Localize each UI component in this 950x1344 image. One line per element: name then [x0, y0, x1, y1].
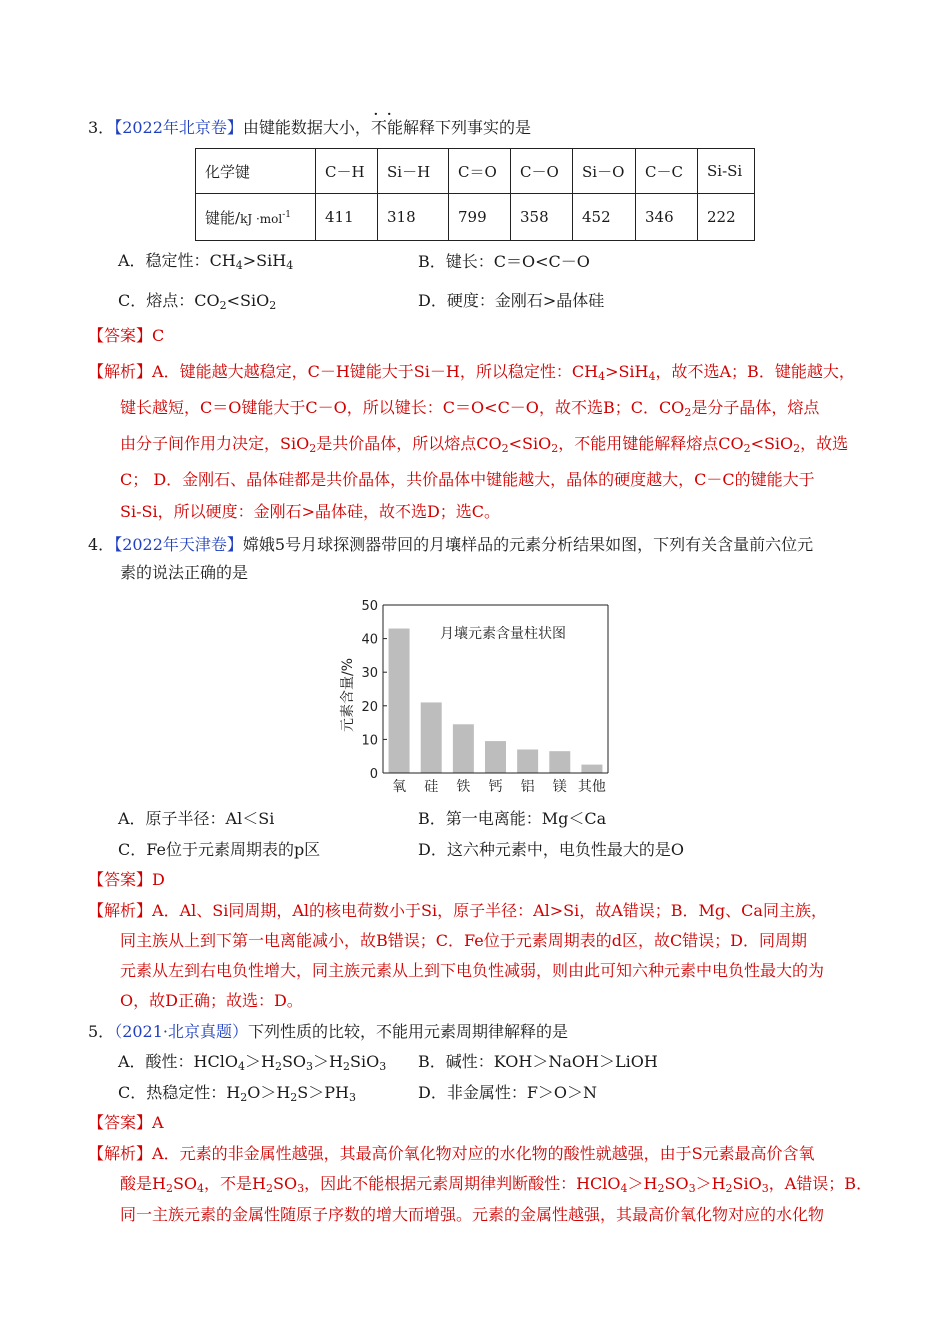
subscript: 4	[598, 370, 606, 383]
q3-option-a	[118, 250, 293, 272]
analysis-text: A．键能越大越稳定，	[152, 362, 308, 381]
bar-铝	[517, 749, 538, 773]
analysis-text: 由分子间作用力决定，SiO	[120, 434, 310, 453]
subscript: 2	[269, 299, 277, 312]
q5-number: 5．	[88, 1022, 115, 1041]
option-text: ＞H	[313, 1052, 344, 1071]
analysis-text: 键长越短，	[120, 398, 201, 417]
analysis-text: ，所以键长：	[346, 398, 443, 417]
analysis-text: ，故不选B；C．CO	[538, 398, 685, 417]
analysis-text: C－O	[305, 398, 347, 417]
table-cell: C－C	[636, 149, 698, 194]
subscript: 2	[725, 1182, 733, 1195]
q4-number: 4．	[88, 535, 115, 554]
bond-energy-table	[195, 148, 755, 241]
analysis-text: A．元素的非金属性越强，其最高价氧化物对应的水化物的酸性就越强，由于S元素最高价含氧	[152, 1144, 815, 1163]
q3-option-b	[418, 251, 590, 273]
x-tick-label: 钙	[488, 779, 503, 795]
y-tick-label: 40	[361, 632, 378, 648]
operator: >	[242, 251, 257, 270]
q4-stem-line-2: 素的说法正确的是	[120, 563, 249, 582]
table-cell: 799	[449, 194, 511, 241]
analysis-text: ＞H	[627, 1174, 658, 1193]
formula: SiO	[763, 434, 794, 453]
q5-option-d: D．非金属性：F＞O＞N	[418, 1083, 598, 1102]
analysis-text: 的键能大于	[734, 470, 815, 489]
y-tick-label: 0	[369, 767, 378, 782]
subscript: 2	[657, 1182, 665, 1195]
subscript: 3	[306, 1060, 314, 1073]
bar-氧	[389, 629, 410, 773]
q3-number: 3．	[88, 118, 115, 137]
y-tick-label: 30	[361, 666, 378, 682]
analysis-text: ，故选	[800, 434, 849, 453]
q4-stem-line-1	[88, 534, 813, 556]
formula: SiO	[521, 434, 552, 453]
option-text: SO	[281, 1052, 307, 1071]
q5-stem: 下列性质的比较，不能用元素周期律解释的是	[248, 1022, 569, 1041]
option-text: SiO	[350, 1052, 380, 1071]
q3-source: 【2022年北京卷】	[114, 118, 243, 137]
q5-analysis-line-2	[120, 1173, 872, 1195]
analysis-text: SiO	[732, 1174, 762, 1193]
unit: kJ ·mol	[240, 211, 283, 226]
analysis-text: C； D．金刚石、晶体硅都是共价晶体，共价晶体中键能越大，晶体的硬度越大，	[120, 470, 695, 489]
answer-label: 【答案】	[88, 326, 153, 345]
q4-analysis-line-3: 元素从左到右电负性增大，同主族元素从上到下电负性减弱，则由此可知六种元素中电负性最大的为	[120, 961, 825, 980]
q4-option-d: D．这六种元素中，电负性最大的是O	[418, 840, 684, 859]
table-cell: 318	[378, 194, 449, 241]
subscript: 4	[286, 259, 294, 272]
operator: <	[750, 434, 764, 453]
formula: CO	[718, 434, 744, 453]
analysis-text: ，不能用键能解释熔点	[558, 434, 719, 453]
option-text: A．酸性：HClO	[118, 1052, 238, 1071]
q3-stem-a: 由键能数据大小，	[242, 118, 371, 137]
subscript: 3	[688, 1182, 696, 1195]
analysis-text: A．Al、Si同周期，Al的核电荷数小于Si，原子半径：Al>Si，故A错误；B．Mg、Ca同主族，	[152, 901, 827, 920]
operator: >	[605, 362, 619, 381]
analysis-text: C－H	[307, 362, 350, 381]
analysis-text: Si－H	[413, 362, 460, 381]
x-tick-label: 氧	[392, 779, 407, 795]
subscript: 2	[743, 442, 751, 455]
table-cell: 346	[636, 194, 698, 241]
bar-镁	[549, 751, 570, 773]
analysis-text: ，不是H	[204, 1174, 267, 1193]
subscript: 2	[165, 1182, 173, 1195]
option-text: ＞H	[245, 1052, 275, 1071]
analysis-text: 是分子晶体，熔点	[691, 398, 820, 417]
analysis-text: ，所以硬度：金刚石>晶体硅，故不选D；选C。	[157, 502, 501, 521]
analysis-text: 键能大于	[349, 362, 414, 381]
q3-answer	[88, 325, 164, 347]
table-row	[196, 194, 755, 241]
q4-analysis-line-4: O，故D正确；故选：D。	[120, 991, 303, 1010]
table-cell: C＝O	[449, 149, 511, 194]
subscript: 2	[266, 1182, 274, 1195]
answer-label: 【答案】	[88, 870, 153, 889]
operator: <	[508, 434, 522, 453]
q5-analysis-line-1	[88, 1143, 815, 1165]
option-text: S＞PH	[297, 1083, 349, 1102]
q3-analysis-line-3	[120, 433, 848, 455]
formula: CH	[209, 251, 236, 270]
x-tick-label: 其他	[577, 779, 606, 795]
subscript: 4	[620, 1182, 628, 1195]
q3-analysis-line-5	[120, 501, 500, 523]
subscript: 2	[501, 442, 509, 455]
subscript: 2	[309, 442, 317, 455]
table-cell: Si-Si	[698, 149, 755, 194]
analysis-text: 是共价晶体，所以熔点	[316, 434, 477, 453]
table-cell: 358	[511, 194, 573, 241]
x-tick-label: 铁	[456, 779, 471, 795]
analysis-text: 键能大于	[241, 398, 306, 417]
formula: SiH	[618, 362, 649, 381]
x-tick-label: 硅	[424, 779, 439, 795]
q3-analysis-line-4	[120, 469, 815, 491]
subscript: 2	[290, 1091, 298, 1104]
q3-option-c	[118, 290, 276, 312]
q4-source: 【2022年天津卷】	[114, 535, 243, 554]
option-text: O＞H	[247, 1083, 291, 1102]
subscript: 2	[793, 442, 801, 455]
subscript: 3	[297, 1182, 305, 1195]
chart-title: 月壤元素含量柱状图	[440, 626, 566, 642]
subscript: 2	[343, 1060, 351, 1073]
q3-analysis-line-1	[88, 361, 855, 383]
q3-stem-emphasis: · · 不能	[371, 118, 403, 137]
table-cell: 452	[573, 194, 636, 241]
unit-sup: -1	[282, 209, 291, 220]
option-label: B．键长：	[418, 252, 494, 271]
q3-stem-line	[88, 117, 531, 139]
moon-soil-bar-chart	[325, 595, 615, 800]
table-cell: Si－O	[573, 149, 636, 194]
formula: SiH	[256, 251, 287, 270]
subscript: 4	[238, 1060, 245, 1073]
analysis-text: C－C	[694, 470, 735, 489]
analysis-text: ＞H	[695, 1174, 726, 1193]
q5-option-c	[118, 1082, 356, 1104]
x-tick-label: 镁	[552, 779, 567, 795]
q5-answer	[88, 1112, 164, 1134]
q3-analysis-line-2	[120, 397, 819, 419]
subscript: 2	[219, 299, 227, 312]
operator: <	[226, 291, 241, 310]
bar-其他	[581, 765, 602, 773]
row-label: 键能/	[205, 208, 241, 227]
subscript: 2	[240, 1091, 248, 1104]
analysis-text: ，因此不能根据元素周期律判断酸性：HClO	[304, 1174, 621, 1193]
formula: CO	[476, 434, 502, 453]
formula: CO	[194, 291, 220, 310]
q4-stem: 嫦娥5号月球探测器带回的月壤样品的元素分析结果如图，下列有关含量前六位元	[242, 535, 814, 554]
option-text: C．热稳定性：H	[118, 1083, 241, 1102]
bar-硅	[421, 702, 442, 773]
y-tick-label: 50	[361, 599, 378, 614]
analysis-label: 【解析】	[88, 362, 153, 381]
x-tick-label: 铝	[520, 779, 535, 795]
answer-value: D	[152, 870, 165, 889]
q5-analysis-line-3: 同一主族元素的金属性随原子序数的增大而增强。元素的金属性越强，其最高价氧化物对应的水化物	[120, 1205, 825, 1224]
table-cell: 411	[316, 194, 378, 241]
q4-option-c: C．Fe位于元素周期表的p区	[118, 840, 321, 859]
q5-stem-line	[88, 1021, 568, 1043]
subscript: 2	[684, 406, 692, 419]
table-row	[196, 149, 755, 194]
analysis-text: ，所以稳定性：	[459, 362, 572, 381]
subscript: 4	[235, 259, 243, 272]
subscript: 3	[379, 1060, 387, 1073]
table-cell: 化学键	[196, 149, 316, 194]
answer-value: C	[152, 326, 165, 345]
y-tick-label: 20	[361, 699, 378, 715]
q4-option-b: B．第一电离能：Mg＜Ca	[418, 809, 607, 828]
analysis-text: C＝O<C－O	[442, 398, 539, 417]
y-tick-label: 10	[361, 733, 378, 749]
analysis-text: Si-Si	[120, 502, 158, 521]
q5-option-b: B．碱性：KOH＞NaOH＞LiOH	[418, 1052, 658, 1071]
y-axis-label: 元素含量/%	[340, 657, 356, 733]
analysis-label: 【解析】	[88, 1144, 153, 1163]
answer-label: 【答案】	[88, 1113, 153, 1132]
q5-source: （2021·北京真题）	[114, 1022, 248, 1041]
answer-value: A	[152, 1113, 164, 1132]
analysis-label: 【解析】	[88, 901, 153, 920]
q4-analysis-line-1	[88, 900, 827, 922]
analysis-text: C＝O	[200, 398, 242, 417]
subscript: 3	[348, 1091, 356, 1104]
analysis-text: ，A错误；B．	[768, 1174, 873, 1193]
analysis-text: 酸是H	[120, 1174, 166, 1193]
table-cell: C－H	[316, 149, 378, 194]
table-cell: Si－H	[378, 149, 449, 194]
formula: SiO	[240, 291, 270, 310]
subscript: 4	[648, 370, 656, 383]
bar-钙	[485, 741, 506, 773]
analysis-text: ，故不选A；B．键能越大，	[655, 362, 855, 381]
option-value: C＝O<C－O	[493, 252, 590, 271]
bar-铁	[453, 724, 474, 773]
q3-option-d: D．硬度：金刚石>晶体硅	[418, 291, 605, 310]
option-label: C．熔点：	[118, 291, 195, 310]
q4-analysis-line-2: 同主族从上到下第一电离能减小，故B错误；C．Fe位于元素周期表的d区，故C错误；D．同周期	[120, 931, 808, 950]
subscript: 2	[551, 442, 559, 455]
formula: CH	[571, 362, 599, 381]
q4-option-a: A．原子半径：Al＜Si	[118, 809, 275, 828]
q4-answer	[88, 869, 165, 891]
table-cell	[196, 194, 316, 241]
option-label: A．稳定性：	[118, 251, 210, 270]
analysis-text: SO	[664, 1174, 689, 1193]
q3-stem-b: 解释下列事实的是	[402, 118, 531, 137]
analysis-text: SO	[273, 1174, 298, 1193]
analysis-text: SO	[172, 1174, 198, 1193]
subscript: 4	[197, 1182, 205, 1195]
table-cell: 222	[698, 194, 755, 241]
subscript: 3	[761, 1182, 769, 1195]
q5-option-a	[118, 1051, 386, 1073]
subscript: 2	[274, 1060, 282, 1073]
table-cell: C－O	[511, 149, 573, 194]
